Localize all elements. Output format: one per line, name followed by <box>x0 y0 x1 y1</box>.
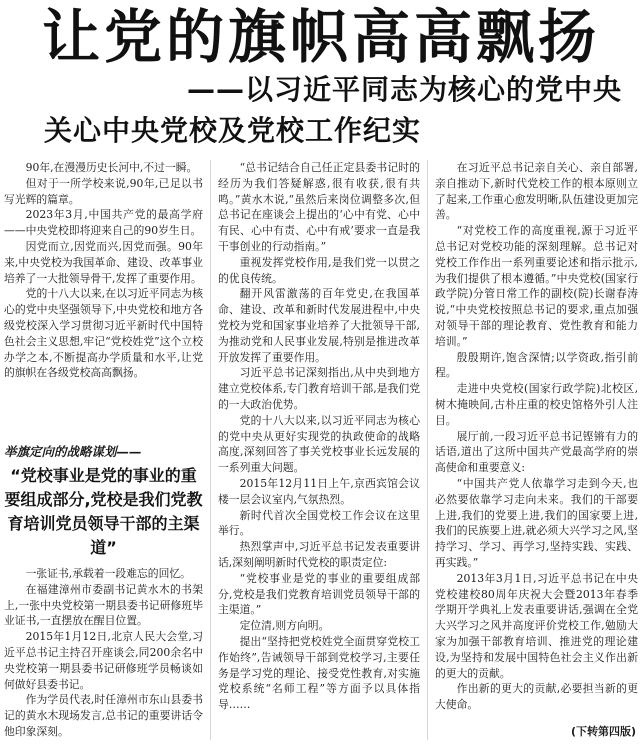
paragraph: 在习近平总书记亲自关心、亲自部署,亲自推动下,新时代党校工作的根本原则立了起来,工作重心愈发明晰,队伍建设更加完善。 <box>435 161 638 222</box>
paragraph: “对党校工作的高度重视,源于习近平总书记对党校功能的深刻理解。总书记对党校工作作出一系列重要论述和指示批示,为我们提供了根本遵循。”中央党校(国家行政学院)分管日常工作的副校(院)长谢春涛说,“中央党校按照总书记的要求,重点加强对领导干部的理论教育、党性教育和能力培训。” <box>435 224 638 348</box>
column-1-bottom <box>4 566 203 740</box>
paragraph: 2015年12月11日上午,京西宾馆会议楼一层会议室内,气氛热烈。 <box>218 476 420 506</box>
paragraph: “中国共产党人依靠学习走到今天,也必然要依靠学习走向未来。我们的干部要上进,我们的党要上进,我们的国家要上进,我们的民族要上进,就必须大兴学习之风,坚持学习、学习、再学习,坚持实践、实践、再实践。” <box>435 476 638 569</box>
paragraph: 作为学员代表,时任漳州市东山县委书记的黄水木现场发言,总书记的重要讲话令他印象深刻。 <box>4 693 203 738</box>
paragraph: 一张证书,承载着一段难忘的回忆。 <box>25 567 191 580</box>
column-2 <box>218 160 420 740</box>
paragraph: 作出新的更大的贡献,必要担当新的更大使命。 <box>435 682 638 712</box>
paragraph: 新时代首次全国党校工作会议在这里举行。 <box>218 508 420 538</box>
paragraph: 定位清,则方向明。 <box>239 619 330 633</box>
paragraph: 2023年3月,中国共产党的最高学府——中央党校即将迎来自己的90岁生日。 <box>4 208 203 238</box>
column-3 <box>435 160 638 722</box>
paragraph: 走进中央党校(国家行政学院)北校区,树木掩映间,古朴庄重的校史馆格外引人注目。 <box>435 382 638 427</box>
section-heading: 举旗定向的战略谋划—— <box>4 444 142 459</box>
pull-quote: “党校事业是党的事业的重要组成部分,党校是我们党教育培训党员领导干部的主渠道” <box>4 466 203 557</box>
column-divider <box>427 160 428 740</box>
paragraph: “总书记结合自己任正定县委书记时的经历为我们答疑解惑,很有收获,很有共鸣。”黄水木说,“虽然后来岗位调整多次,但总书记在座谈会上提出的‘心中有党、心中有民、心中有责、心中有戒’要求一直是我干事创业的行动指南。” <box>218 161 420 253</box>
paragraph: 习近平总书记深刻指出,从中央到地方建立党校体系,专门教育培训干部,是我们党的一大政治优势。 <box>218 366 420 411</box>
paragraph: 翻开风雷激荡的百年党史,在我国革命、建设、改革和新时代发展进程中,中央党校为党和国家事业培养了大批领导干部,为推动党和人民事业发展,特别是推进改革开放发挥了重要作用。 <box>218 287 420 364</box>
continuation-note: (下转第四版) <box>570 725 636 738</box>
paragraph: 在福建漳州市委副书记黄水木的书架上,一张中央党校第一期县委书记研修班毕业证书,一直摆放在醒目位置。 <box>4 582 203 628</box>
headline: 让党的旗帜高高飘扬 <box>41 3 600 71</box>
paragraph: 因党而立,因党而兴,因党而强。90年来,中央党校为我国革命、建设、改革事业培养了一大批领导骨干,发挥了重要作用。 <box>4 239 203 285</box>
subtitle-line-1: ——以习近平同志为核心的党中央 <box>186 73 622 106</box>
paragraph: 展厅前,一段习近平总书记铿锵有力的话语,道出了这所中国共产党最高学府的崇高使命和重要意义: <box>435 429 638 475</box>
paragraph: 但对于一所学校来说,90年,已足以书写光辉的篇章。 <box>4 176 203 206</box>
paragraph: 殷殷期许,饱含深情;以学资政,指引前程。 <box>435 350 638 380</box>
paragraph: 党的十八大以来,在以习近平同志为核心的党中央坚强领导下,中央党校和地方各级党校深入学习贯彻习近平新时代中国特色社会主义思想,牢记“党校姓党”这个立校办学之本,不断提高办学质量和水平,让党的旗帜在各级党校高高飘扬。 <box>4 287 203 380</box>
paragraph: 2013年3月1日,习近平总书记在中央党校建校80周年庆祝大会暨2013年春季学期开学典礼上发表重要讲话,强调在全党大兴学习之风并高度评价党校工作,勉励大家为加强干部教育培训、推进党的理论建设,为坚持和发展中国特色社会主义作出新的更大的贡献。 <box>435 571 638 680</box>
paragraph: 重视发挥党校作用,是我们党一以贯之的优良传统。 <box>218 255 420 285</box>
subtitle-line-2: 关心中央党校及党校工作纪实 <box>44 114 422 147</box>
paragraph: 2015年1月12日,北京人民大会堂,习近平总书记主持召开座谈会,同200余名中央党校第一期县委书记研修班学员畅谈如何做好县委书记。 <box>4 630 203 691</box>
column-divider <box>210 160 211 740</box>
column-1-top <box>4 160 203 440</box>
paragraph: 热烈掌声中,习近平总书记发表重要讲话,深刻阐明新时代党校的职责定位: <box>218 540 420 569</box>
paragraph: “党校事业是党的事业的重要组成部分,党校是我们党教育培训党员领导干部的主渠道。” <box>218 571 420 617</box>
paragraph: 党的十八大以来,以习近平同志为核心的党中央从更好实现党的执政使命的战略高度,深刻回答了事关党校事业长远发展的一系列重大问题。 <box>218 413 420 475</box>
paragraph: 90年,在漫漫历史长河中,不过一瞬。 <box>25 161 198 174</box>
paragraph: 提出“坚持把党校姓党全面贯穿党校工作始终”,告诫领导干部到党校学习,主要任务是学习党的理论、接受党性教育,对实施党校系统“名师工程”等方面予以具体指导…… <box>218 634 420 712</box>
